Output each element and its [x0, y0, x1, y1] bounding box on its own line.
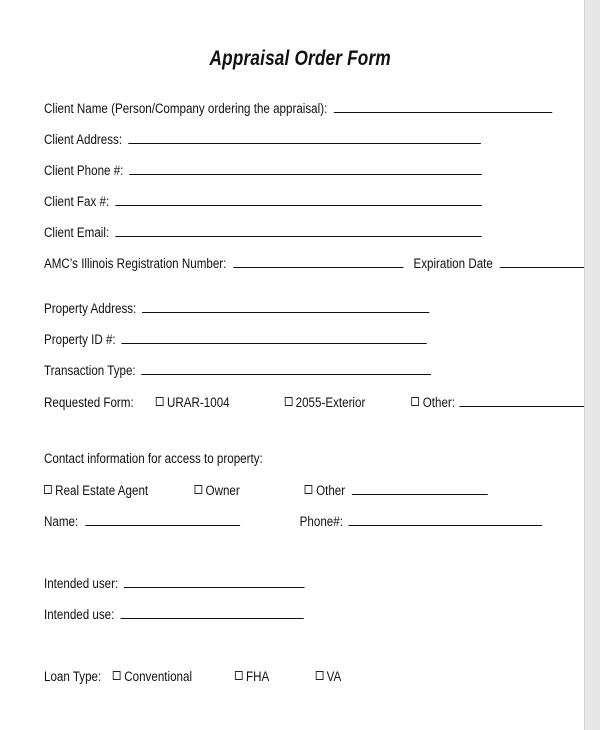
- contact-phone-field[interactable]: [349, 512, 543, 526]
- form-option-other[interactable]: Other:: [412, 394, 455, 412]
- checkbox[interactable]: [412, 397, 420, 406]
- checkbox[interactable]: [44, 485, 52, 494]
- client-name-label: Client Name (Person/Company ordering the appraisal):: [44, 101, 328, 116]
- property-id-row: [44, 330, 427, 348]
- loan-type-label: Loan Type:: [44, 669, 102, 684]
- contact-name-field[interactable]: [85, 512, 240, 526]
- contact-name-label: Name:: [44, 514, 79, 529]
- contact-name-phone-row: [44, 512, 542, 530]
- contact-options-row: [44, 481, 488, 499]
- contact-option-owner[interactable]: Owner: [194, 482, 239, 500]
- property-address-field[interactable]: [142, 299, 429, 313]
- transaction-label: Transaction Type:: [44, 363, 136, 378]
- form-option-2055[interactable]: 2055-Exterior: [284, 394, 365, 412]
- client-phone-row: [44, 161, 482, 179]
- intended-user-label: Intended user:: [44, 576, 119, 591]
- client-email-row: [44, 223, 481, 241]
- client-fax-label: Client Fax #:: [44, 194, 110, 209]
- client-fax-row: [44, 192, 481, 210]
- expiration-label: Expiration Date: [413, 256, 493, 271]
- client-phone-field[interactable]: [129, 161, 482, 175]
- checkbox[interactable]: [235, 671, 243, 680]
- registration-field[interactable]: [233, 254, 403, 268]
- requested-form-row: [44, 393, 600, 411]
- client-phone-label: Client Phone #:: [44, 163, 124, 178]
- registration-label: AMC’s Illinois Registration Number:: [44, 256, 227, 271]
- client-address-row: [44, 130, 481, 148]
- property-address-row: [44, 299, 429, 317]
- registration-row: [44, 254, 592, 272]
- loan-option-conventional[interactable]: Conventional: [113, 668, 192, 686]
- transaction-field[interactable]: [141, 361, 431, 375]
- intended-use-row: [44, 605, 303, 623]
- contact-option-other[interactable]: Other: [305, 482, 345, 500]
- loan-option-fha[interactable]: FHA: [235, 668, 269, 686]
- checkbox[interactable]: [284, 397, 292, 406]
- contact-heading: Contact information for access to property:: [44, 451, 263, 466]
- contact-phone-label: Phone#:: [299, 514, 343, 529]
- contact-option-agent[interactable]: Real Estate Agent: [44, 482, 148, 500]
- client-email-field[interactable]: [115, 223, 481, 237]
- transaction-row: [44, 361, 431, 379]
- contact-other-field[interactable]: [352, 481, 488, 495]
- form-other-field[interactable]: [459, 393, 600, 407]
- client-email-label: Client Email:: [44, 225, 110, 240]
- intended-user-row: [44, 574, 305, 592]
- contact-heading-row: [44, 450, 263, 468]
- client-name-row: [44, 99, 552, 117]
- intended-user-field[interactable]: [124, 574, 305, 588]
- intended-use-field[interactable]: [120, 605, 303, 619]
- checkbox[interactable]: [305, 485, 313, 494]
- client-name-field[interactable]: [334, 99, 552, 113]
- client-address-label: Client Address:: [44, 132, 123, 147]
- loan-option-va[interactable]: VA: [315, 668, 341, 686]
- form-title: Appraisal Order Form: [209, 47, 391, 70]
- property-id-label: Property ID #:: [44, 332, 116, 347]
- checkbox[interactable]: [113, 671, 121, 680]
- checkbox[interactable]: [194, 485, 202, 494]
- form-option-urar[interactable]: URAR-1004: [156, 394, 230, 412]
- client-address-field[interactable]: [128, 130, 481, 144]
- property-id-field[interactable]: [121, 330, 426, 344]
- loan-type-row: [44, 668, 341, 686]
- expiration-field[interactable]: [500, 254, 593, 268]
- intended-use-label: Intended use:: [44, 607, 115, 622]
- property-address-label: Property Address:: [44, 301, 137, 316]
- requested-form-label: Requested Form:: [44, 395, 134, 410]
- page-edge: [584, 0, 600, 730]
- client-fax-field[interactable]: [115, 192, 481, 206]
- checkbox[interactable]: [156, 397, 164, 406]
- checkbox[interactable]: [315, 671, 323, 680]
